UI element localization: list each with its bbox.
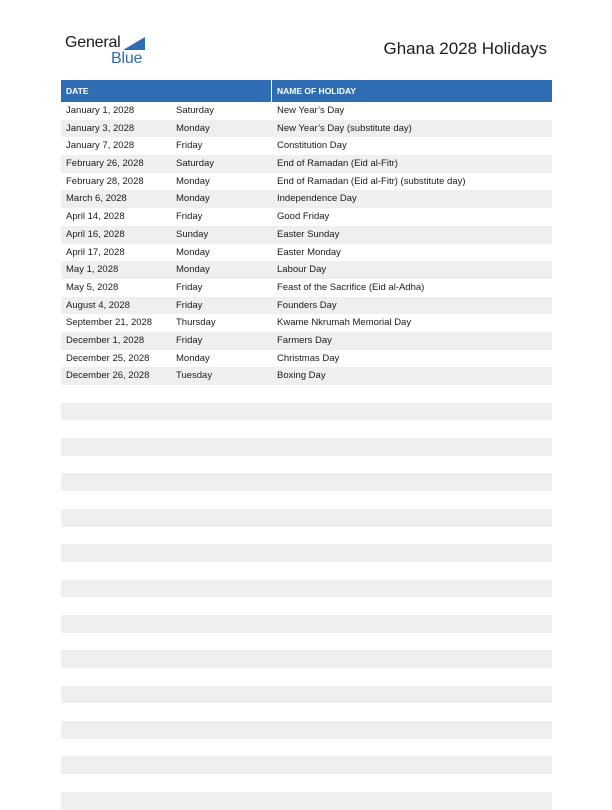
cell-weekday: Monday (176, 175, 210, 187)
cell-holiday-name: End of Ramadan (Eid al-Fitr) (substitute day) (277, 175, 466, 187)
cell-date: March 6, 2028 (66, 193, 127, 205)
table-row (61, 756, 552, 774)
table-row (61, 137, 552, 155)
table-row (61, 668, 552, 686)
table-row (61, 703, 552, 721)
table-row (61, 102, 552, 120)
table-row (61, 332, 552, 350)
cell-weekday: Saturday (176, 105, 215, 116)
cell-weekday: Thursday (176, 317, 216, 329)
cell-date: August 4, 2028 (66, 299, 130, 311)
cell-holiday-name: Independence Day (277, 193, 357, 205)
table-row (61, 562, 552, 580)
cell-holiday-name: Labour Day (277, 264, 327, 276)
cell-date: May 5, 2028 (66, 281, 119, 293)
cell-holiday-name: Good Friday (277, 211, 330, 223)
table-row (61, 615, 552, 633)
table-row (61, 208, 552, 226)
table-row (61, 650, 552, 668)
page-title: Ghana 2028 Holidays (383, 39, 547, 58)
logo-word-general: General (65, 34, 121, 51)
header-divider (271, 80, 272, 102)
table-row (61, 438, 552, 456)
cell-holiday-name: Kwame Nkrumah Memorial Day (277, 317, 412, 329)
table-row (61, 473, 552, 491)
cell-weekday: Friday (176, 140, 203, 152)
table-row (61, 279, 552, 297)
cell-date: January 3, 2028 (66, 122, 135, 134)
cell-date: December 26, 2028 (66, 370, 150, 382)
table-row (61, 527, 552, 545)
cell-holiday-name: Easter Sunday (277, 228, 340, 240)
table-row (61, 173, 552, 191)
table-row (61, 420, 552, 438)
table-row (61, 367, 552, 385)
table-row (61, 456, 552, 474)
cell-date: January 7, 2028 (66, 140, 135, 152)
cell-date: January 1, 2028 (66, 105, 135, 116)
cell-weekday: Sunday (176, 228, 209, 240)
table-row (61, 261, 552, 279)
cell-holiday-name: Boxing Day (277, 370, 326, 382)
header-holiday-name: NAME OF HOLIDAY (277, 86, 357, 96)
table-row (61, 686, 552, 704)
header-date: DATE (66, 86, 89, 96)
table-row (61, 739, 552, 757)
cell-holiday-name: Farmers Day (277, 334, 332, 346)
table-row (61, 385, 552, 403)
generalblue-logo (65, 34, 155, 70)
table-row (61, 226, 552, 244)
table-row (61, 509, 552, 527)
table-row (61, 792, 552, 810)
cell-date: April 16, 2028 (66, 228, 125, 240)
cell-holiday-name: Constitution Day (277, 140, 347, 152)
cell-date: December 1, 2028 (66, 334, 145, 346)
cell-holiday-name: End of Ramadan (Eid al-Fitr) (277, 158, 398, 170)
table-row (61, 544, 552, 562)
cell-weekday: Friday (176, 211, 203, 223)
cell-weekday: Friday (176, 334, 203, 346)
cell-date: December 25, 2028 (66, 352, 150, 364)
table-row (61, 721, 552, 739)
cell-date: April 14, 2028 (66, 211, 125, 223)
cell-weekday: Friday (176, 299, 203, 311)
table-row (61, 403, 552, 421)
table-row (61, 580, 552, 598)
cell-holiday-name: Founders Day (277, 299, 337, 311)
cell-date: February 28, 2028 (66, 175, 144, 187)
cell-date: February 26, 2028 (66, 158, 144, 170)
table-row (61, 314, 552, 332)
cell-weekday: Monday (176, 193, 210, 205)
table-row (61, 491, 552, 509)
cell-date: September 21, 2028 (66, 317, 153, 329)
cell-date: May 1, 2028 (66, 264, 119, 276)
cell-holiday-name: New Year’s Day (277, 105, 345, 116)
table-row (61, 633, 552, 651)
logo-triangle-icon (123, 37, 145, 50)
cell-weekday: Monday (176, 264, 210, 276)
holidays-table (61, 80, 552, 810)
cell-holiday-name: Christmas Day (277, 352, 340, 364)
cell-weekday: Monday (176, 246, 210, 258)
cell-holiday-name: Easter Monday (277, 246, 341, 258)
cell-weekday: Monday (176, 122, 210, 134)
cell-weekday: Friday (176, 281, 203, 293)
table-row (61, 190, 552, 208)
cell-weekday: Saturday (176, 158, 215, 170)
cell-date: April 17, 2028 (66, 246, 125, 258)
cell-holiday-name: Feast of the Sacrifice (Eid al-Adha) (277, 281, 425, 293)
cell-holiday-name: New Year’s Day (substitute day) (277, 122, 412, 134)
cell-weekday: Tuesday (176, 370, 213, 382)
logo-word-blue: Blue (111, 50, 143, 67)
table-row (61, 155, 552, 173)
table-body (61, 102, 552, 810)
table-header (61, 80, 552, 102)
cell-weekday: Monday (176, 352, 210, 364)
table-row (61, 244, 552, 262)
table-row (61, 597, 552, 615)
table-row (61, 350, 552, 368)
table-row (61, 120, 552, 138)
table-row (61, 774, 552, 792)
table-row (61, 297, 552, 315)
